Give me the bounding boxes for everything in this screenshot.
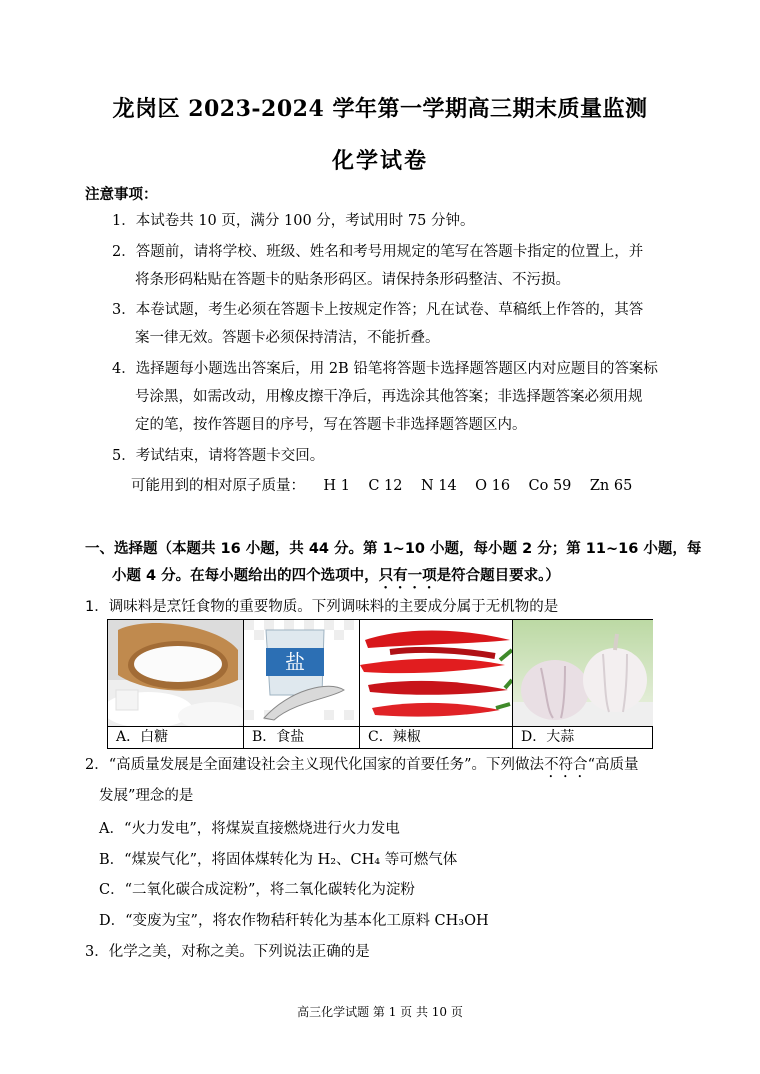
q2-option-b: B．“煤炭气化”，将固体煤转化为 H₂、CH₄ 等可燃气体 (99, 852, 458, 868)
garlic-image (513, 620, 653, 727)
q1-option-d (513, 620, 653, 748)
q1-option-c (360, 620, 513, 748)
salt-image (244, 620, 359, 727)
notice-item-3: 3．本卷试题，考生必须在答题卡上按规定作答；凡在试卷、草稿纸上作答的，其答 (112, 302, 644, 318)
notice-item-2: 2．答题前，请将学校、班级、姓名和考号用规定的笔写在答题卡指定的位置上，并 (112, 244, 644, 260)
page-footer: 高三化学试题 第 1 页 共 10 页 (297, 1005, 463, 1019)
notice-heading: 注意事项： (85, 187, 158, 203)
notice-item-3-cont: 案一律无效。答题卡必须保持清洁，不能折叠。 (135, 330, 440, 346)
salt-bag-text: 盐 (285, 650, 305, 674)
notice-item-4-cont1: 号涂黑，如需改动，用橡皮擦干净后，再选涂其他答案；非选择题答案必须用规 (135, 389, 643, 405)
q2-option-a: A．“火力发电”，将煤炭直接燃烧进行火力发电 (99, 821, 400, 837)
q1-options-table (107, 619, 653, 749)
option-d-label: D．大蒜 (521, 729, 575, 745)
option-a-label: A．白糖 (116, 729, 169, 745)
chili-image (360, 620, 512, 727)
page-subtitle: 化学试卷 (331, 148, 428, 174)
notice-item-5: 5．考试结束，请将答题卡交回。 (112, 448, 325, 464)
section-1-line-1: 一、选择题（本题共 16 小题，共 44 分。第 1~10 小题，每小题 2 分；第 11~16 小题，每 (85, 541, 702, 557)
notice-item-2-cont: 将条形码粘贴在答题卡的贴条形码区。请保持条形码整洁、不污损。 (135, 272, 570, 288)
q2-stem-line-2: 发展”理念的是 (99, 788, 194, 804)
q3-stem: 3．化学之美，对称之美。下列说法正确的是 (85, 944, 370, 960)
q1-option-a (108, 620, 244, 748)
q2-option-d: D．“变废为宝”，将农作物秸秆转化为基本化工原料 CH₃OH (99, 913, 489, 929)
q1-stem: 1．调味料是烹饪食物的重要物质。下列调味料的主要成分属于无机物的是 (85, 599, 559, 615)
notice-item-4-cont2: 定的笔，按作答题目的序号，写在答题卡非选择题答题区内。 (135, 417, 527, 433)
notice-item-1: 1．本试卷共 10 页，满分 100 分，考试用时 75 分钟。 (112, 213, 475, 229)
q2-stem: 2．“高质量发展是全面建设社会主义现代化国家的首要任务”。下列做法不符合“高质量 (85, 757, 639, 773)
page-title: 龙岗区 2023-2024 学年第一学期高三期末质量监测 (112, 96, 648, 122)
q1-option-b (244, 620, 360, 748)
option-b-label: B．食盐 (252, 729, 305, 745)
option-c-label: C．辣椒 (368, 729, 421, 745)
q2-option-c: C．“二氧化碳合成淀粉”，将二氧化碳转化为淀粉 (99, 882, 415, 898)
section-1-line-2: 小题 4 分。在每小题给出的四个选项中，只有一项是符合题目要求。） (112, 568, 560, 584)
emphasis-not-conform: 不符合 (544, 757, 588, 773)
sugar-image (108, 620, 243, 727)
emphasis-only-one: 只有一项 (378, 568, 437, 584)
notice-item-4: 4．选择题每小题选出答案后，用 2B 铅笔将答题卡选择题答题区内对应题目的答案标 (112, 361, 658, 377)
atomic-masses: 可能用到的相对原子质量： H 1 C 12 N 14 O 16 Co 59 Zn 65 (131, 478, 633, 494)
